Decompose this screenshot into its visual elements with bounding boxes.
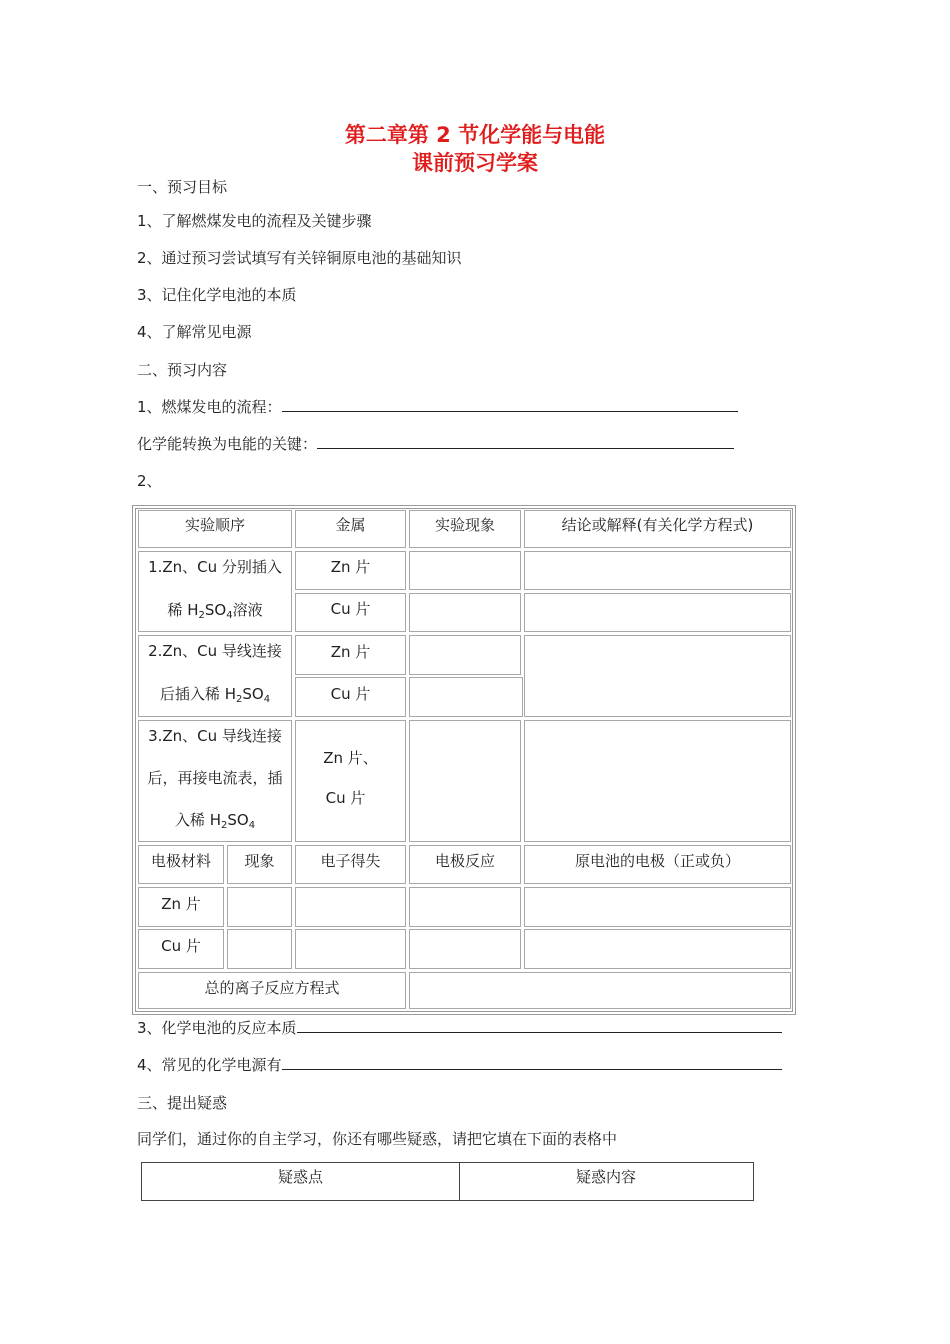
answer-cell[interactable] (524, 635, 791, 717)
question-2: 2、 (137, 472, 162, 490)
header-cell: 原电池的电极（正或负） (524, 845, 791, 884)
experiment-3-cell: 3.Zn、Cu 导线连接 后，再接电流表，插 入稀 $H_2SO_4$ (138, 720, 292, 842)
answer-cell[interactable] (409, 720, 521, 842)
page-title: 第二章第 2 节化学能与电能 (344, 123, 606, 147)
question-3 (137, 1018, 782, 1038)
answer-cell[interactable] (295, 887, 406, 927)
question-1 (137, 397, 738, 417)
goal-item: 3、记住化学电池的本质 (137, 286, 297, 304)
experiment-2-cell: 2.Zn、Cu 导线连接 后插入稀 $H_2SO_4$ (138, 635, 292, 717)
section3-heading: 三、提出疑惑 (137, 1094, 228, 1112)
header-cell: 电极材料 (138, 845, 224, 884)
section3-intro: 同学们，通过你的自主学习，你还有哪些疑惑，请把它填在下面的表格中 (137, 1130, 618, 1148)
section1-heading: 一、预习目标 (137, 178, 228, 196)
answer-blank[interactable] (282, 1055, 782, 1070)
metal-cell: Cu 片 (295, 677, 406, 717)
page-subtitle: 课前预习学案 (412, 151, 538, 175)
goal-item: 1、了解燃煤发电的流程及关键步骤 (137, 212, 372, 230)
section2-heading: 二、预习内容 (137, 361, 228, 379)
header-cell: 金属 (295, 510, 406, 548)
header-cell: 电子得失 (295, 845, 406, 884)
question-label: 3、化学电池的反应本质 (137, 1019, 297, 1037)
answer-blank[interactable] (317, 434, 734, 449)
question-1b (137, 434, 734, 454)
answer-cell[interactable] (227, 929, 292, 969)
goal-item: 4、了解常见电源 (137, 323, 252, 341)
metal-cell: Zn 片、 Cu 片 (295, 720, 406, 842)
question-label: 4、常见的化学电源有 (137, 1056, 282, 1074)
answer-cell[interactable] (409, 551, 521, 590)
answer-cell[interactable] (524, 593, 791, 632)
goal-item: 2、通过预习尝试填写有关锌铜原电池的基础知识 (137, 249, 462, 267)
column-header: 疑惑点 (277, 1168, 323, 1186)
answer-cell[interactable] (295, 929, 406, 969)
answer-blank[interactable] (282, 397, 738, 412)
answer-cell[interactable] (409, 677, 523, 717)
answer-cell[interactable] (524, 551, 791, 590)
questions-table (141, 1162, 754, 1201)
electrode-cell: Cu 片 (138, 929, 224, 969)
question-label: 化学能转换为电能的关键： (137, 435, 318, 453)
question-4 (137, 1055, 782, 1075)
answer-cell[interactable] (524, 720, 791, 842)
total-equation-label: 总的离子反应方程式 (138, 972, 406, 1009)
header-cell: 现象 (227, 845, 292, 884)
answer-cell[interactable] (409, 593, 521, 632)
header-cell: 电极反应 (409, 845, 521, 884)
metal-cell: Cu 片 (295, 593, 406, 632)
answer-cell[interactable] (524, 929, 791, 969)
answer-cell[interactable] (524, 887, 791, 927)
metal-cell: Zn 片 (295, 635, 406, 675)
answer-cell[interactable] (409, 929, 521, 969)
header-cell: 实验顺序 (138, 510, 292, 548)
header-cell: 结论或解释(有关化学方程式) (524, 510, 791, 548)
metal-cell: Zn 片 (295, 551, 406, 590)
answer-cell[interactable] (409, 972, 791, 1009)
question-label: 1、燃煤发电的流程： (137, 398, 282, 416)
column-header: 疑惑内容 (575, 1168, 636, 1186)
answer-cell[interactable] (227, 887, 292, 927)
answer-cell[interactable] (409, 635, 521, 675)
answer-blank[interactable] (297, 1018, 782, 1033)
header-cell: 实验现象 (409, 510, 521, 548)
answer-cell[interactable] (409, 887, 521, 927)
experiment-1-cell: 1.Zn、Cu 分别插入 稀 $H_2SO_4$溶液 (138, 551, 292, 632)
electrode-cell: Zn 片 (138, 887, 224, 927)
